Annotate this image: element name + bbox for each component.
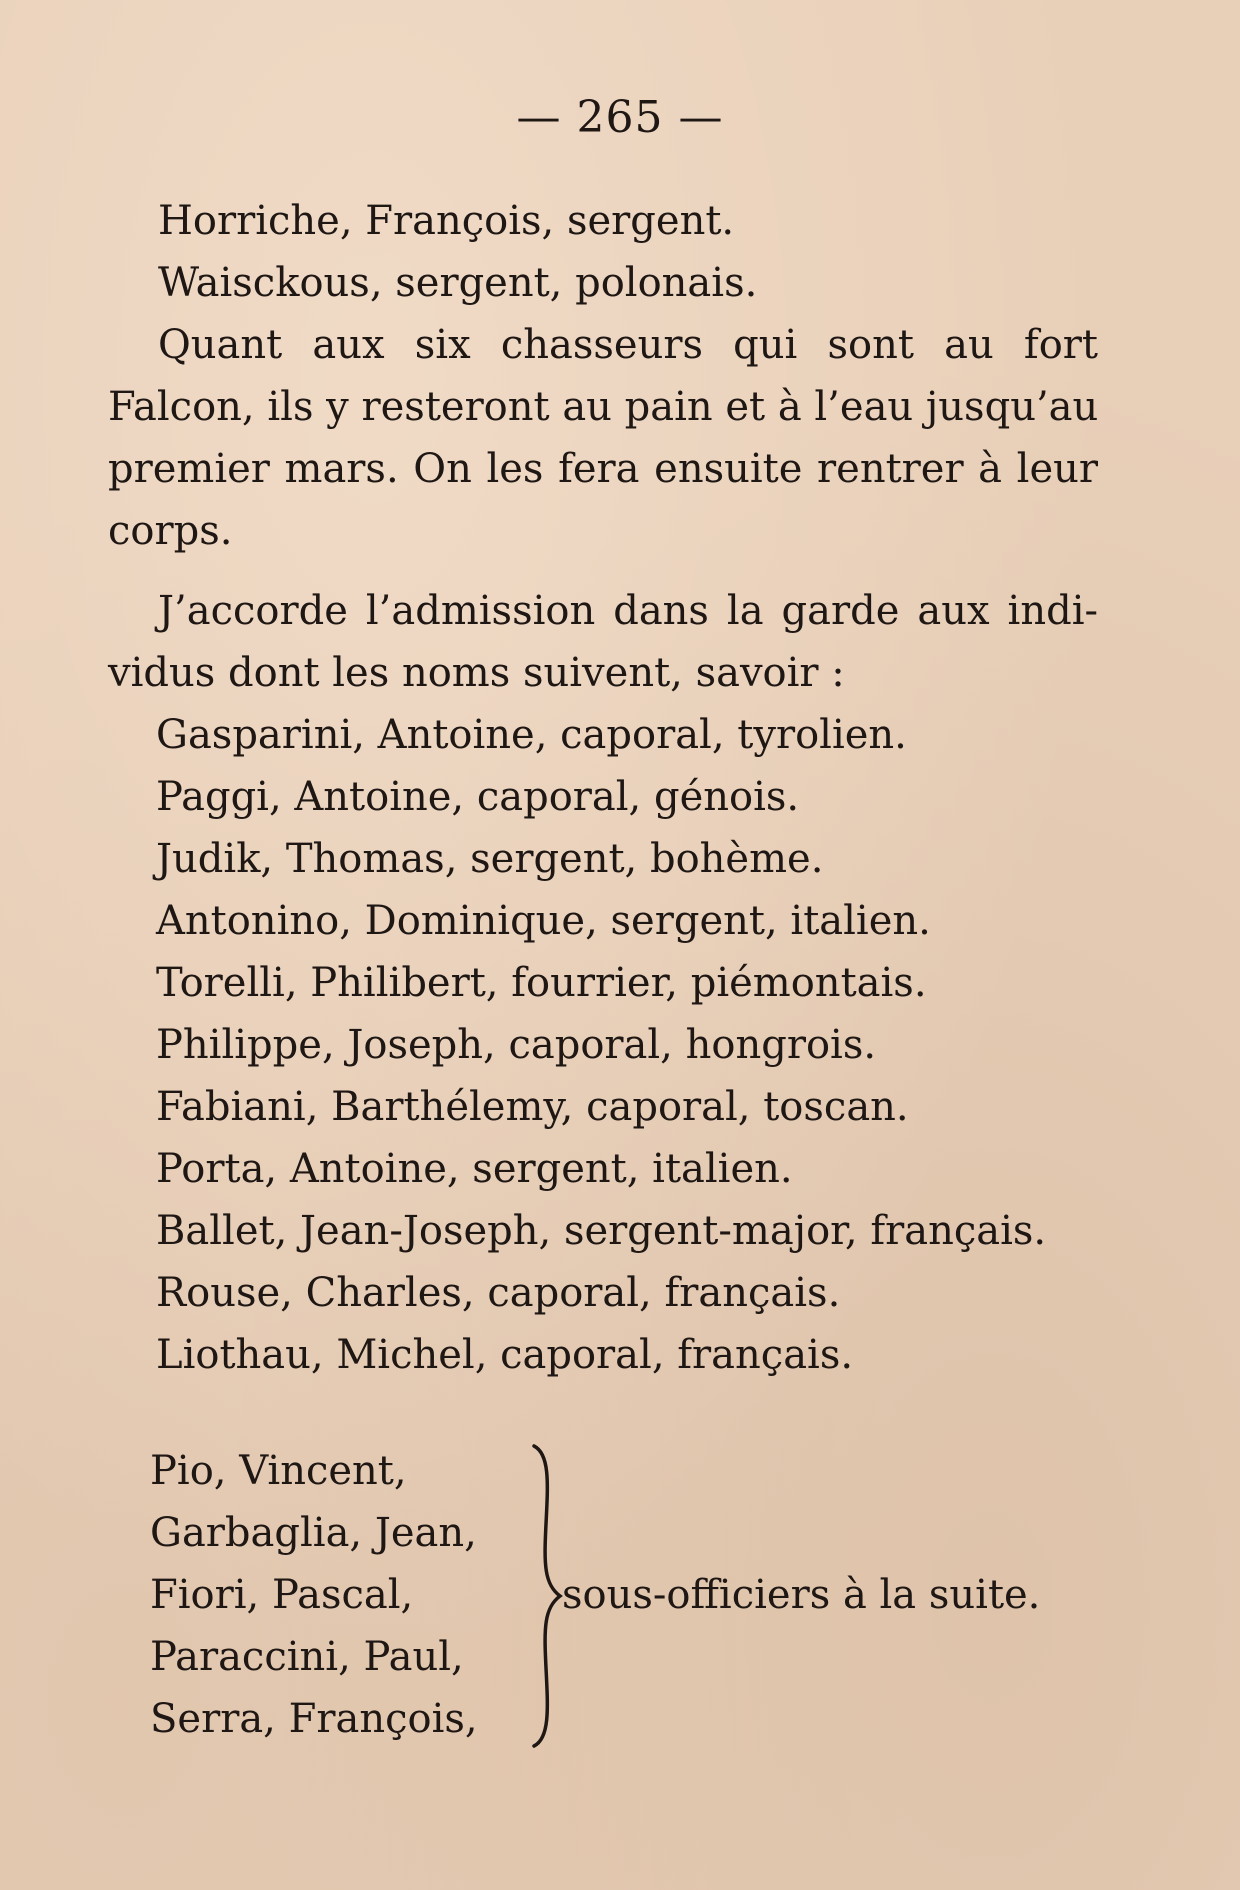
paragraph-gap [108,562,1098,580]
text-line: Falcon, ils y resteront au pain et à l’eau jusqu’au [108,384,1099,430]
group-names [150,1440,550,1750]
group-name: Pio, Vincent, [150,1448,407,1494]
list-item: Gasparini, Antoine, caporal, tyrolien. [156,712,907,758]
list-item: Liothau, Michel, caporal, français. [156,1332,854,1378]
group-role: sous-officiers à la suite. [562,1572,1041,1618]
list-item: Fabiani, Barthélemy, caporal, toscan. [156,1084,909,1130]
list-item: Philippe, Joseph, caporal, hongrois. [156,1022,877,1068]
page-number: — 265 — [516,92,724,143]
curly-brace-icon [520,1444,568,1748]
text-line: corps. [108,508,233,554]
list-item: Judik, Thomas, sergent, bohème. [156,836,824,882]
text-line: vidus dont les noms suivent, savoir : [108,650,845,696]
list-item: Paggi, Antoine, caporal, génois. [156,774,800,820]
text-line: Quant aux six chasseurs qui sont au fort [158,322,1098,368]
body-text [108,190,1098,1386]
list-item: Rouse, Charles, caporal, français. [156,1270,841,1316]
group-name: Serra, François, [150,1696,478,1742]
group-name: Garbaglia, Jean, [150,1510,477,1556]
list-item: Ballet, Jean-Joseph, sergent-major, français. [156,1208,1047,1254]
text-line: Waisckous, sergent, polonais. [158,260,758,306]
list-item: Torelli, Philibert, fourrier, piémontais. [156,960,927,1006]
text-line: J’accorde l’admission dans la garde aux indi- [158,588,1098,634]
text-line: Horriche, François, sergent. [158,198,735,244]
group-name: Paraccini, Paul, [150,1634,464,1680]
list-item: Antonino, Dominique, sergent, italien. [156,898,931,944]
list-item: Porta, Antoine, sergent, italien. [156,1146,793,1192]
group-name: Fiori, Pascal, [150,1572,414,1618]
text-line: premier mars. On les fera ensuite rentrer à leur [108,446,1098,492]
